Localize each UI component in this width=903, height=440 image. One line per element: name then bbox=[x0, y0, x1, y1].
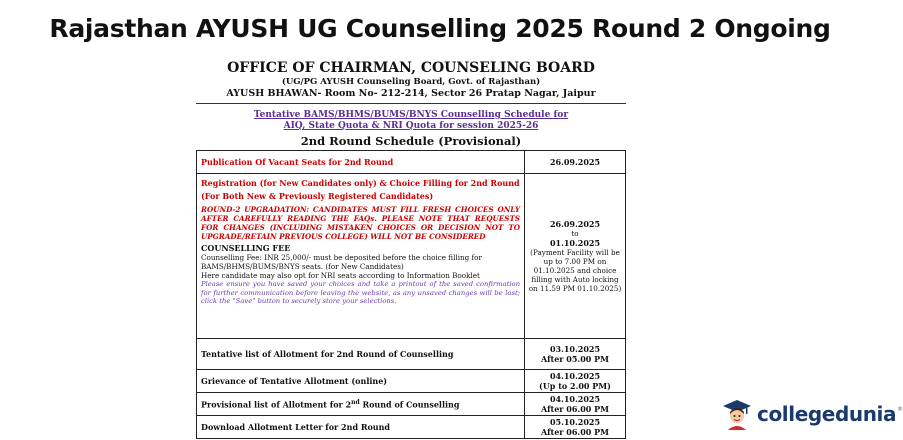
table-row bbox=[197, 416, 625, 439]
event-date: 03.10.2025 bbox=[549, 344, 601, 354]
event-label-text: Provisional list of Allotment for 2 bbox=[201, 399, 352, 410]
save-note: Please ensure you have saved your choices and take a printout of the saved confirmation for further communication before leaving the website, as any unsaved changes will be lost; click the "Save" button to securely store your selections. bbox=[201, 280, 520, 305]
event-label bbox=[201, 398, 459, 410]
header-divider bbox=[196, 103, 626, 104]
event-label: Download Allotment Letter for 2nd Round bbox=[201, 422, 391, 432]
table-row bbox=[197, 393, 625, 416]
event-date: 05.10.2025 bbox=[549, 417, 601, 427]
office-header: OFFICE OF CHAIRMAN, COUNSELING BOARD bbox=[227, 60, 595, 76]
event-sublabel: (For Both New & Previously Registered Candidates) bbox=[201, 191, 434, 201]
fee-text: Counselling Fee: INR 25,000/- must be deposited before the choice filling for BAMS/BHMS/BUMS/BNYS seats. (for New Candidates) bbox=[201, 253, 482, 271]
graduate-mascot-icon bbox=[722, 398, 752, 430]
event-time: After 06.00 PM bbox=[541, 404, 609, 414]
event-time: After 06.00 PM bbox=[541, 427, 609, 437]
event-date: 04.10.2025 bbox=[549, 371, 601, 381]
upgradation-warning: ROUND-2 UPGRADATION: CANDIDATES MUST FILL FRESH CHOICES ONLY AFTER CAREFULLY READING THE FAQs. PLEASE NOTE THAT REQUESTS FOR CHANGES (INCLUDING MISTAKEN CHOICES OR DECISION NOT TO UPGRADE/RETAIN PREVIOUS COLLEGE) WILL NOT BE CONSIDERED bbox=[201, 205, 520, 241]
brand-name: collegedunia bbox=[757, 402, 897, 426]
fee-heading: COUNSELLING FEE bbox=[201, 243, 291, 253]
registered-mark: ® bbox=[897, 405, 903, 413]
event-time: After 05.00 PM bbox=[541, 354, 609, 364]
date-to-word: to bbox=[571, 229, 579, 238]
event-cell bbox=[197, 393, 525, 415]
table-row bbox=[197, 370, 625, 393]
event-cell bbox=[197, 174, 525, 338]
board-subheader: (UG/PG AYUSH Counseling Board, Govt. of Rajasthan) bbox=[281, 77, 541, 87]
schedule-document bbox=[196, 60, 626, 440]
table-row bbox=[197, 174, 625, 339]
date-cell bbox=[525, 370, 625, 392]
event-label-sup: nd bbox=[351, 399, 360, 407]
date-from: 26.09.2025 bbox=[549, 219, 601, 229]
address-line: AYUSH BHAWAN- Room No- 212-214, Sector 26 Pratap Nagar, Jaipur bbox=[226, 88, 596, 99]
table-row bbox=[197, 151, 625, 174]
schedule-table bbox=[196, 150, 626, 439]
page-headline: Rajasthan AYUSH UG Counselling 2025 Round 2 Ongoing bbox=[49, 14, 831, 43]
date-cell bbox=[525, 151, 625, 173]
date-cell bbox=[525, 416, 625, 438]
date-cell bbox=[525, 339, 625, 369]
event-label: Registration (for New Candidates only) & Choice Filling for 2nd Round bbox=[201, 178, 520, 188]
event-time: (Up to 2.00 PM) bbox=[539, 381, 611, 391]
event-label: Grievance of Tentative Allotment (online) bbox=[201, 376, 388, 386]
schedule-title-line1: Tentative BAMS/BHMS/BUMS/BNYS Counselling Schedule for bbox=[253, 110, 569, 120]
event-label: Tentative list of Allotment for 2nd Round of Counselling bbox=[201, 349, 454, 359]
date-cell bbox=[525, 393, 625, 415]
event-label-rest: Round of Counselling bbox=[359, 399, 460, 410]
event-cell bbox=[197, 151, 525, 173]
date-cell bbox=[525, 174, 625, 338]
round-subtitle: 2nd Round Schedule (Provisional) bbox=[300, 134, 522, 148]
collegedunia-logo[interactable] bbox=[722, 398, 903, 430]
event-date: 26.09.2025 bbox=[549, 157, 601, 167]
date-to: 01.10.2025 bbox=[549, 238, 601, 248]
payment-note: (Payment Facility will be up to 7.00 PM on 01.10.2025 and choice filling with Auto locking on 11.59 PM 01.10.2025) bbox=[528, 248, 622, 293]
schedule-title-line2: AIQ, State Quota & NRI Quota for session 2025-26 bbox=[283, 121, 539, 131]
event-label: Publication Of Vacant Seats for 2nd Round bbox=[201, 157, 394, 167]
event-date: 04.10.2025 bbox=[549, 394, 601, 404]
nri-text: Here candidate may also opt for NRI seats according to Information Booklet bbox=[201, 271, 480, 280]
event-cell bbox=[197, 370, 525, 392]
event-cell bbox=[197, 416, 525, 438]
event-cell bbox=[197, 339, 525, 369]
table-row bbox=[197, 339, 625, 370]
